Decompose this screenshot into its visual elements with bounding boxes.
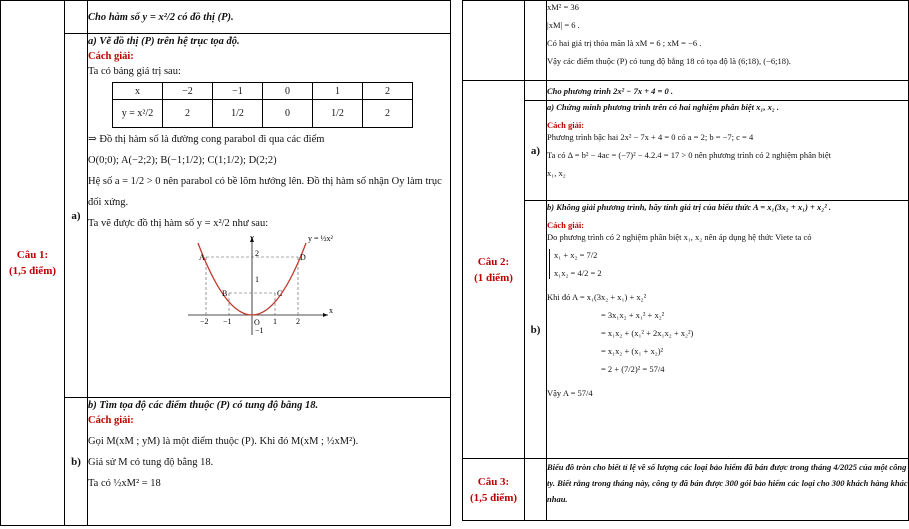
part-b-method: Cách giải: [88, 415, 134, 426]
table-intro: Ta có bảng giá trị sau: [88, 66, 181, 77]
q2-step-0: Khi đó A = x₁(3x₂ + x₁) + x₂² [547, 292, 647, 302]
solution-table-right [462, 0, 909, 521]
q2-part-a-header: a) Chứng minh phương trình trên có hai nghiệm phân biệt x₁, x₂ . [547, 102, 780, 112]
viete-system [549, 249, 908, 279]
q2-part-a-line-3: x₁, x₂ [547, 168, 566, 178]
question-1-title: Câu 1: [16, 249, 49, 261]
cont-line-1: xM² = 36 [547, 2, 579, 12]
question-3-text: Biểu đồ tròn cho biết tỉ lệ về số lượng các loại bảo hiểm đã bán được trong tháng 4/2025 của một công ty. Biết rằng trong tháng này, công ty đã bán được 300 gói bảo hiểm các loại cho 300 khách hàng khác nhau. [547, 459, 909, 521]
cont-line-3: Có hai giá trị thỏa mãn là xM = 6 ; xM = −6 . [547, 38, 702, 48]
q2-step-4: = 2 + (7/2)² = 57/4 [601, 364, 665, 374]
coefficient-line-1: Hệ số a = 1/2 > 0 nên parabol có bề lõm hướng lên. Đồ thị hàm số nhận Oy làm trục [88, 176, 442, 187]
point-label-a: A [199, 253, 205, 262]
empty-part-cell [65, 1, 88, 34]
value-table-y: 1/2 [313, 100, 363, 128]
empty-part-cell [525, 81, 547, 101]
part-b-line-3: Ta có ½xM² = 18 [88, 478, 161, 489]
y-tick-label: 1 [255, 275, 259, 284]
point-label-b: B [222, 289, 228, 298]
question-2-cell [463, 81, 525, 459]
value-table-y: 1/2 [213, 100, 263, 128]
value-table [112, 82, 413, 128]
part-b-line-2: Giả sử M có tung độ bằng 18. [88, 457, 214, 468]
x-tick-label: −1 [223, 317, 232, 326]
curve-label: y = ½x² [308, 235, 333, 243]
left-page [0, 0, 451, 529]
part-a-header: a) Vẽ đồ thị (P) trên hệ trục tọa độ. [88, 36, 240, 47]
q2-part-a-line-1: Phương trình bậc hai 2x² − 7x + 4 = 0 có a = 2; b = −7; c = 4 [547, 132, 754, 142]
q2-step-2: = x₁x₂ + (x₁² + 2x₁x₂ + x₂²) [601, 328, 694, 338]
part-b-header: b) Tìm tọa độ các điểm thuộc (P) có tung độ bằng 18. [88, 400, 319, 411]
origin-label: O [254, 318, 260, 327]
viete-product: x₁x₂ = 4/2 = 2 [554, 268, 602, 278]
question-2-title: Câu 2: [477, 255, 510, 268]
question-3-points: (1,5 điểm) [469, 491, 518, 504]
q2-part-a-line-2: Ta có Δ = b² − 4ac = (−7)² − 4.2.4 = 17 > 0 nên phương trình có 2 nghiệm phân biệt [547, 150, 831, 160]
empty-part-cell [525, 459, 547, 521]
q2-step-1: = 3x₁x₂ + x₁² + x₂² [601, 310, 665, 320]
cont-line-4: Vậy các điểm thuộc (P) có tung độ bằng 18 có tọa độ là (6;18), (−6;18). [547, 56, 791, 66]
value-table-x: 1 [313, 83, 363, 100]
value-table-x: −1 [213, 83, 263, 100]
q2-part-a-method: Cách giải: [547, 120, 585, 130]
points-list: O(0;0); A(−2;2); B(−1;1/2); C(1;1/2); D(2;2) [88, 155, 277, 166]
parabola-graph [188, 235, 388, 335]
q2-step-3: = x₁x₂ + (x₁ + x₂)² [601, 346, 664, 356]
solution-table-left [0, 0, 451, 526]
axis-y-label: y [250, 235, 254, 242]
part-a-method: Cách giải: [88, 51, 134, 62]
coefficient-line-2: đối xứng. [88, 197, 129, 208]
question-1-points: (1,5 điểm) [8, 265, 57, 277]
x-tick-label: 2 [296, 317, 300, 326]
y-tick-label: 2 [255, 249, 259, 258]
y-tick-label: −1 [255, 326, 264, 335]
q2-part-b-content [547, 201, 909, 459]
question-1-intro: Cho hàm số y = x²/2 có đồ thị (P). [88, 1, 451, 34]
empty-question-cell [463, 1, 525, 81]
value-table-x: 2 [363, 83, 413, 100]
q2-part-b-method: Cách giải: [547, 220, 585, 230]
part-b-line-1: Gọi M(xM ; yM) là một điểm thuộc (P). Khi đó M(xM ; ½xM²). [88, 436, 359, 447]
cont-line-2: |xM| = 6 . [547, 20, 580, 30]
value-table-y: 2 [363, 100, 413, 128]
q2-part-a-label: a) [525, 101, 547, 201]
question-2-intro: Cho phương trình 2x² − 7x + 4 = 0 . [547, 81, 909, 101]
question-1-cell [1, 1, 65, 526]
question-3-title: Câu 3: [477, 475, 510, 488]
value-table-y: 0 [263, 100, 313, 128]
point-label-d: D [300, 253, 306, 262]
x-tick-label: 1 [273, 317, 277, 326]
viete-sum: x₁ + x₂ = 7/2 [554, 250, 598, 260]
q2-part-b-header: b) Không giải phương trình, hãy tính giá trị của biểu thức A = x₁(3x₂ + x₁) + x₂² . [547, 202, 832, 212]
value-table-y-head: y = x²/2 [113, 100, 163, 128]
q2-part-b-label: b) [525, 201, 547, 459]
right-page [462, 0, 909, 529]
q2-part-b-line-1: Do phương trình có 2 nghiệm phân biệt x₁, x₂ nên áp dụng hệ thức Viete ta có [547, 232, 812, 242]
draw-statement: Ta vẽ được đồ thị hàm số y = x²/2 như sau: [88, 218, 269, 229]
x-axis-arrow [323, 313, 328, 317]
question-3-cell [463, 459, 525, 521]
value-table-x: 0 [263, 83, 313, 100]
q2-part-a-content [547, 101, 909, 201]
value-table-y: 2 [163, 100, 213, 128]
parabola-statement: ⇒ Đồ thị hàm số là đường cong parabol đi qua các điểm [88, 134, 325, 145]
empty-part-cell [525, 1, 547, 81]
value-table-x: −2 [163, 83, 213, 100]
axis-x-label: x [329, 306, 333, 315]
point-label-c: C [277, 289, 283, 298]
question-2-points: (1 điểm) [474, 271, 513, 284]
x-tick-label: −2 [200, 317, 209, 326]
q2-conclusion: Vậy A = 57/4 [547, 388, 593, 398]
value-table-x-head: x [113, 83, 163, 100]
part-a-label: a) [65, 34, 88, 398]
part-a-content [88, 34, 451, 398]
part-b-content [88, 398, 451, 526]
question-1-continuation [547, 1, 909, 81]
part-b-label: b) [65, 398, 88, 526]
